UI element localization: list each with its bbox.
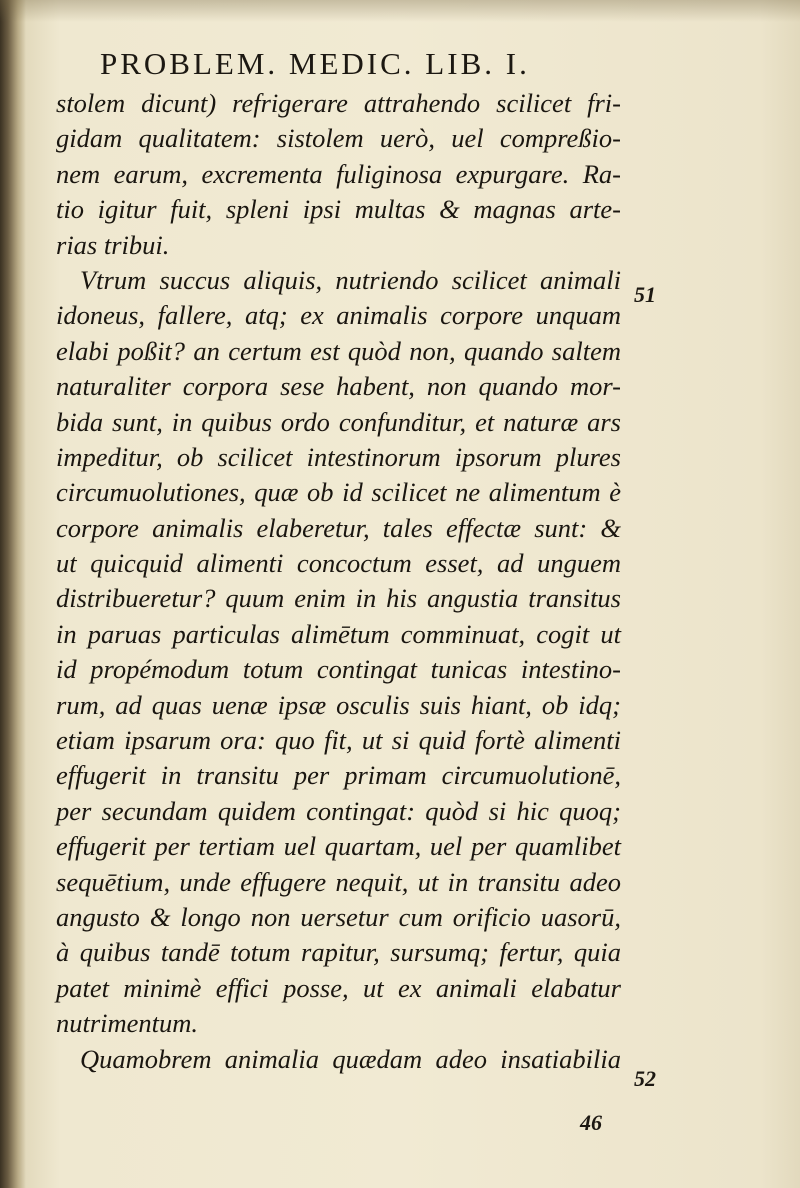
text-line: id propémodum totum contingat tunicas intestino- <box>56 654 621 685</box>
text-line: à quibus tandē totum rapitur, sursumq; fertur, quia <box>56 937 621 968</box>
text-line: angusto & longo non uersetur cum orificio uasorū, <box>56 901 621 932</box>
text-line: ut quicquid alimenti concoctum esset, ad unguem <box>56 548 621 579</box>
text-line: bida sunt, in quibus ordo confunditur, et naturæ ars <box>56 406 621 437</box>
text-line: patet minimè effici posse, ut ex animali elabatur <box>56 972 621 1003</box>
text-line: elabi poßit? an certum est quòd non, quando saltem <box>56 335 621 366</box>
running-header: PROBLEM. MEDIC. LIB. I. <box>100 46 530 81</box>
margin-problem-number: 51 <box>634 282 656 307</box>
body-text <box>56 86 621 1077</box>
binding-edge <box>0 0 26 1188</box>
folio-signature: 46 <box>580 1110 602 1135</box>
text-line: distribueretur? quum enim in his angustia transitus <box>56 583 621 614</box>
text-line: in paruas particulas alimētum comminuat, cogit ut <box>56 618 621 649</box>
text-line: idoneus, fallere, atq; ex animalis corpore unquam <box>56 300 621 331</box>
text-line: rum, ad quas uenæ ipsæ osculis suis hiant, ob idq; <box>56 689 621 720</box>
text-line: tio igitur fuit, spleni ipsi multas & magnas arte- <box>56 194 621 225</box>
text-line: impeditur, ob scilicet intestinorum ipsorum plures <box>56 441 621 472</box>
text-line: Vtrum succus aliquis, nutriendo scilicet animali <box>80 264 621 295</box>
text-line: nem earum, excrementa fuliginosa expurgare. Ra- <box>56 158 621 189</box>
text-line: gidam qualitatem: sistolem uerò, uel compreßio- <box>56 123 621 154</box>
text-line: effugerit in transitu per primam circumuolutionē, <box>56 760 621 791</box>
text-line: nutrimentum. <box>56 1008 199 1039</box>
text-line: sequētium, unde effugere nequit, ut in transitu adeo <box>56 866 621 897</box>
text-line: naturaliter corpora sese habent, non quando mor- <box>56 371 621 402</box>
text-line: circumuolutiones, quæ ob id scilicet ne alimentum è <box>56 477 621 508</box>
text-line: corpore animalis elaberetur, tales effectæ sunt: & <box>56 512 621 543</box>
page-top-shadow <box>0 0 800 22</box>
text-line: per secundam quidem contingat: quòd si hic quoq; <box>56 795 621 826</box>
text-line: effugerit per tertiam uel quartam, uel per quamlibet <box>56 831 621 862</box>
text-line: rias tribui. <box>56 229 170 260</box>
text-line: stolem dicunt) refrigerare attrahendo scilicet fri- <box>56 88 621 118</box>
text-line: Quamobrem animalia quædam adeo insatiabilia <box>80 1043 621 1074</box>
margin-problem-number: 52 <box>634 1066 656 1091</box>
text-line: etiam ipsarum ora: quo fit, ut si quid fortè alimenti <box>56 725 621 756</box>
